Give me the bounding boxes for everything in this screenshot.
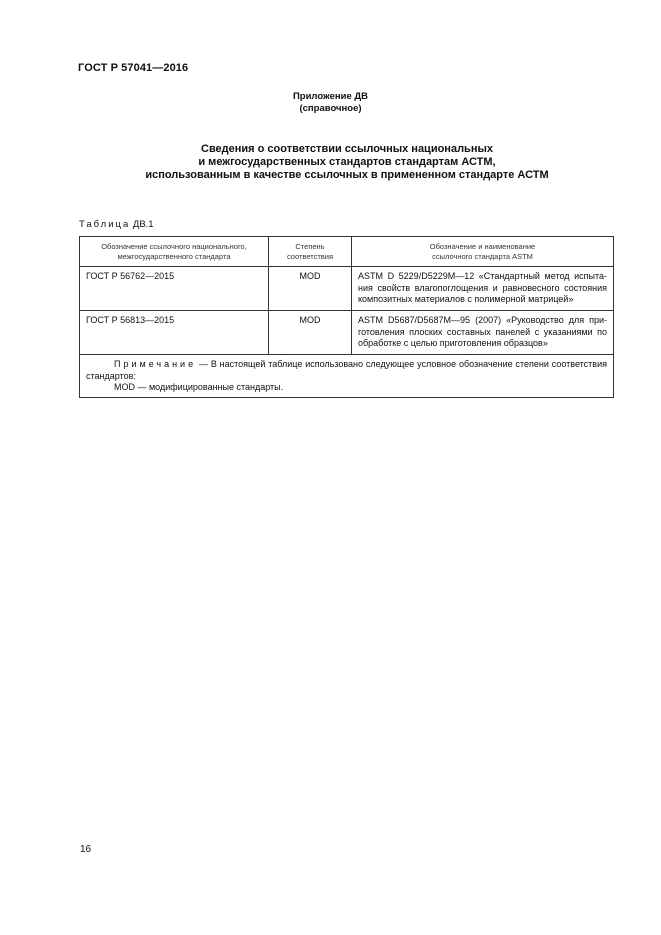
cell-degree: MOD	[269, 267, 352, 311]
table-caption	[79, 219, 154, 230]
section-title	[0, 143, 661, 182]
note-line2: MOD — модифицированные стандарты.	[114, 382, 284, 392]
header-col1-line1: Обозначение ссылочного национального,	[101, 242, 247, 251]
document-code: ГОСТ Р 57041—2016	[78, 62, 189, 74]
header-degree	[269, 237, 352, 267]
table-caption-word: Таблица	[79, 219, 131, 230]
header-national-standard	[80, 237, 269, 267]
header-col3-line1: Обозначение и наименование	[429, 242, 536, 251]
table-note	[80, 355, 614, 398]
header-col1-line2: межгосударственного стандарта	[117, 252, 231, 261]
title-line-3: использованным в качестве ссылочных в примененном стандарте АСТМ	[145, 169, 549, 181]
cell-standard: ГОСТ Р 56813—2015	[80, 311, 269, 355]
cell-degree: MOD	[269, 311, 352, 355]
title-line-1: Сведения о соответствии ссылочных национальных	[201, 143, 493, 155]
note-label: Примечание	[114, 359, 197, 369]
note-body: В настоящей таблице использовано следующее условное обозначение степени соответствия стандартов:	[86, 359, 607, 381]
table-header-row	[80, 237, 614, 267]
table-caption-number: ДВ.1	[132, 219, 154, 230]
title-line-2: и межгосударственных стандартов стандартам АСТМ,	[198, 156, 496, 168]
page-number: 16	[80, 844, 92, 855]
table-note-row	[80, 355, 614, 398]
correspondence-table	[79, 236, 614, 398]
header-col2-line2: соответствия	[286, 252, 334, 261]
appendix-heading	[0, 91, 661, 115]
header-col2-line1: Степень	[295, 242, 325, 251]
table-row	[80, 267, 614, 311]
table-row	[80, 311, 614, 355]
header-col3-line2: ссылочного стандарта АSTM	[432, 252, 533, 261]
appendix-title: Приложение ДВ	[292, 91, 369, 102]
note-dash: —	[198, 359, 208, 369]
appendix-subtitle: (справочное)	[299, 103, 362, 114]
cell-standard: ГОСТ Р 56762—2015	[80, 267, 269, 311]
cell-astm: ASTM D 5229/D5229M—12 «Стандартный метод испыта-ния свойств влагопоглощения и равновесного состояния композитных материалов с полимерной матрицей»	[352, 267, 614, 311]
header-astm-standard	[352, 237, 614, 267]
note-text	[86, 359, 607, 382]
cell-astm: ASTM D5687/D5687M—95 (2007) «Руководство для при-готовления плоских составных панелей с указаниями по обработке с целью приготовления образцов»	[352, 311, 614, 355]
